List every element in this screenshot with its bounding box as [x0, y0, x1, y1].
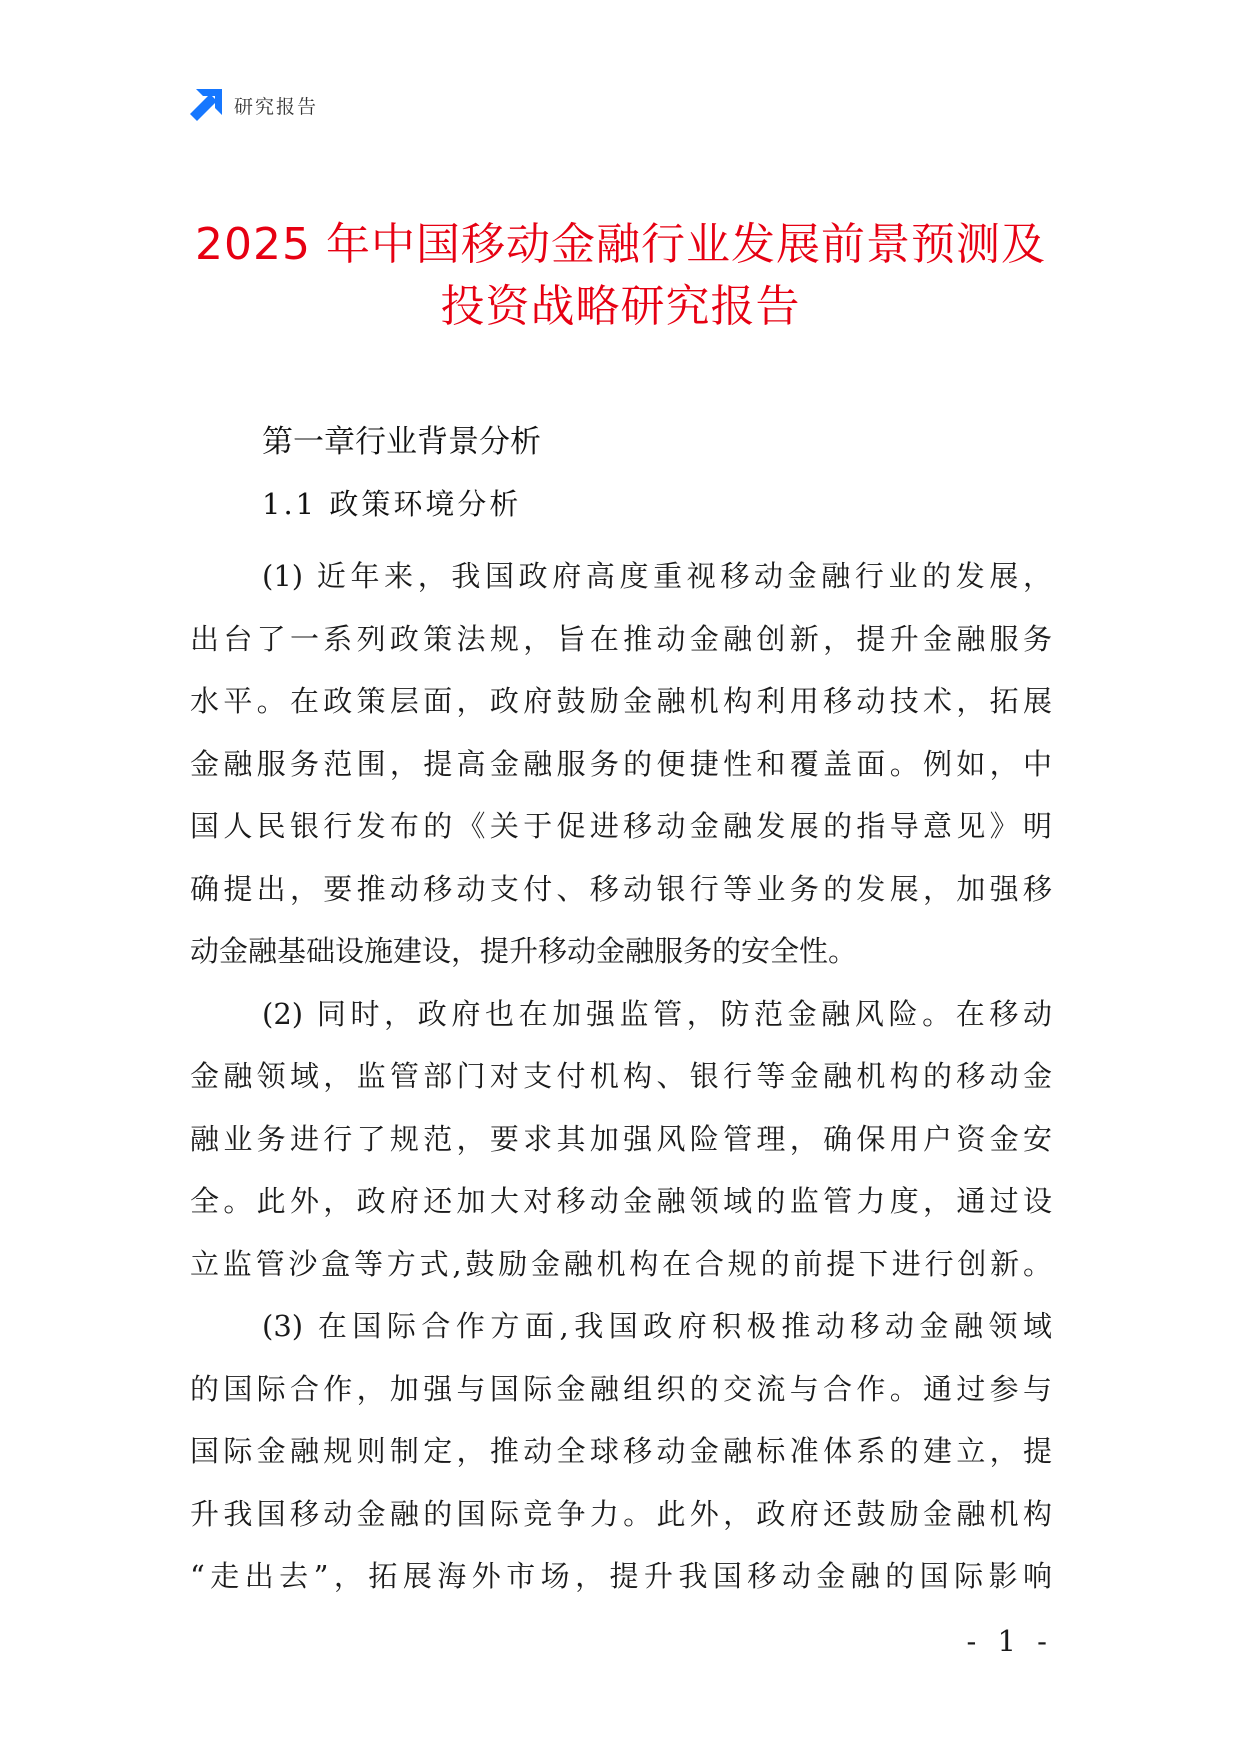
paragraph-1-line-3: 水平。在政策层面，政府鼓励金融机构利用移动技术，拓展	[190, 684, 1052, 718]
title-line-1: 2025 年中国移动金融行业发展前景预测及	[195, 219, 1046, 270]
body-paragraphs	[190, 545, 1052, 1608]
document-title	[150, 214, 1091, 338]
title-line-2: 投资战略研究报告	[440, 281, 801, 332]
paragraph-2-line-4: 全。此外，政府还加大对移动金融领域的监管力度，通过设	[190, 1184, 1052, 1218]
paragraph-2-line-1: (2) 同时，政府也在加强监管，防范金融风险。在移动	[262, 996, 1052, 1031]
paragraph-1-line-7: 动金融基础设施建设，提升移动金融服务的安全性。	[190, 934, 858, 968]
paragraph-1-line-4: 金融服务范围，提高金融服务的便捷性和覆盖面。例如，中	[190, 746, 1052, 781]
paragraph-2-line-2: 金融领域，监管部门对支付机构、银行等金融机构的移动金	[190, 1059, 1052, 1093]
arrow-up-right-icon	[190, 89, 222, 121]
paragraph-3-line-4: 升我国移动金融的国际竞争力。此外，政府还鼓励金融机构	[190, 1496, 1052, 1531]
paragraph-3-line-5: “走出去”，拓展海外市场，提升我国移动金融的国际影响	[190, 1559, 1052, 1593]
paragraph-2-line-5: 立监管沙盒等方式,鼓励金融机构在合规的前提下进行创新。	[190, 1246, 1052, 1281]
paragraph-3-line-1: (3) 在国际合作方面,我国政府积极推动移动金融领域	[262, 1309, 1052, 1343]
paragraph-1-line-5: 国人民银行发布的《关于促进移动金融发展的指导意见》明	[190, 809, 1052, 843]
paragraph-3-line-2: 的国际合作，加强与国际金融组织的交流与合作。通过参与	[190, 1371, 1052, 1406]
paragraph-1-line-6: 确提出，要推动移动支付、移动银行等业务的发展，加强移	[190, 871, 1052, 906]
document-header	[190, 88, 318, 122]
section-heading: 1.1 政策环境分析	[262, 487, 522, 521]
paragraph-3-line-3: 国际金融规则制定，推动全球移动金融标准体系的建立，提	[190, 1434, 1052, 1468]
chapter-heading: 第一章行业背景分析	[262, 424, 541, 460]
paragraph-2-line-3: 融业务进行了规范，要求其加强风险管理，确保用户资金安	[190, 1121, 1052, 1156]
page-number: - 1 -	[966, 1624, 1053, 1658]
paragraph-1-line-1: (1) 近年来，我国政府高度重视移动金融行业的发展，	[262, 559, 1052, 593]
paragraph-1-line-2: 出台了一系列政策法规，旨在推动金融创新，提升金融服务	[190, 621, 1052, 656]
header-label: 研究报告	[234, 95, 319, 118]
